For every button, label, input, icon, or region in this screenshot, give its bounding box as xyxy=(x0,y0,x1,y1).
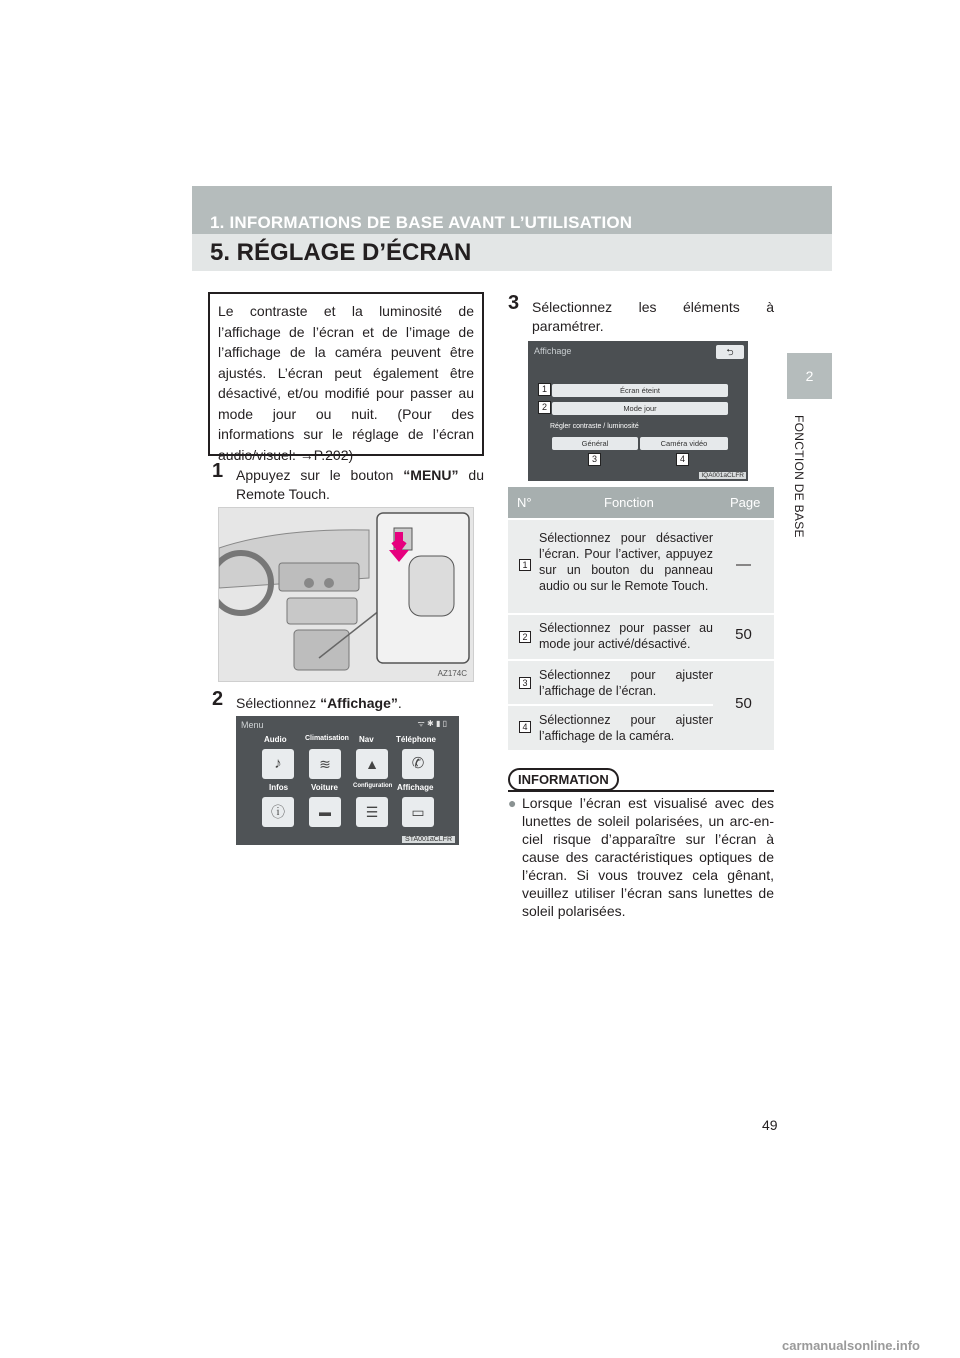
watermark: carmanualsonline.info xyxy=(782,1338,920,1353)
status-icons: ᯤ ✱ ▮ ▯ xyxy=(417,719,447,728)
section-header xyxy=(192,186,832,234)
callout-2: 2 xyxy=(538,401,551,414)
row-page: — xyxy=(736,556,751,573)
callout-4: 4 xyxy=(676,453,689,466)
menu-icon-infos[interactable]: ⓘ xyxy=(262,797,294,827)
col-fonction: Fonction xyxy=(604,495,654,510)
step-number: 1 xyxy=(212,460,224,482)
screen-title: Affichage xyxy=(534,346,572,356)
step-number: 3 xyxy=(508,292,520,314)
chapter-tab-label: FONCTION DE BASE xyxy=(792,415,806,538)
row-number: 3 xyxy=(519,677,531,689)
row-page: 50 xyxy=(735,695,752,712)
step-3 xyxy=(508,292,774,336)
callout-3: 3 xyxy=(588,453,601,466)
function-table xyxy=(508,487,774,750)
screen-option-4[interactable]: Caméra vidéo xyxy=(640,437,728,450)
row-number: 4 xyxy=(519,721,531,733)
information-text: Lorsque l’écran est visualisé avec des lunettes de soleil polarisées, un arc-en-ciel risque d’apparaître sur l’écran à cause des caractéristiques optiques de l’écran. Si vous trouvez cela gênant, veuillez utiliser l’écran sans lunettes de soleil polarisées. xyxy=(522,795,774,919)
table-row xyxy=(508,520,774,613)
table-header xyxy=(508,487,774,518)
table-row xyxy=(508,615,774,659)
screen-section-label: Régler contraste / luminosité xyxy=(550,423,639,430)
menu-icon-configuration[interactable]: ☰ xyxy=(356,797,388,827)
information-note xyxy=(508,794,774,920)
step-text: Sélectionnez les éléments à paramétrer. xyxy=(532,299,774,334)
table-row-group xyxy=(508,661,774,750)
col-num: N° xyxy=(517,495,532,510)
step-text: Sélectionnez “Affichage”. xyxy=(236,695,402,711)
menu-icon-nav[interactable]: ▲ xyxy=(356,749,388,779)
figure-code: AZ174C xyxy=(437,669,467,678)
col-page: Page xyxy=(730,495,761,510)
affichage-screen-figure xyxy=(528,341,748,481)
step-2 xyxy=(212,688,484,713)
screen-option-3[interactable]: Général xyxy=(552,437,638,450)
step-1 xyxy=(212,460,484,504)
figure-code: STA001aCLFR xyxy=(402,836,455,843)
menu-icon-climatisation[interactable]: ≋ xyxy=(309,749,341,779)
menu-screen-figure: Menu ᯤ ✱ ▮ ▯ Audio Climatisation Nav Téléphone ♪ ≋ ▲ ✆ Infos Voiture Configuration Affichage ⓘ ▬ ☰ ▭ STA001aCLFR xyxy=(236,716,459,845)
bullet-icon: ● xyxy=(508,795,517,811)
chapter-title: 5. RÉGLAGE D’ÉCRAN xyxy=(210,239,472,266)
chapter-header xyxy=(192,234,832,271)
row-number: 1 xyxy=(519,559,531,571)
menu-title: Menu xyxy=(241,720,264,730)
information-label: INFORMATION xyxy=(508,768,619,791)
menu-icon-telephone[interactable]: ✆ xyxy=(402,749,434,779)
figure-code: IQA001aCLFR xyxy=(701,472,744,479)
page-number: 49 xyxy=(762,1117,778,1133)
row-desc: Sélectionnez pour désactiver l’écran. Pour l’activer, appuyez sur un bouton du panneau audio ou sur le Remote Touch. xyxy=(539,531,713,593)
row-desc: Sélectionnez pour ajuster l’affichage de l’écran. xyxy=(539,668,713,698)
remote-touch-figure xyxy=(218,507,474,682)
row-desc: Sélectionnez pour passer au mode jour activé/désactivé. xyxy=(539,621,713,651)
row-number: 2 xyxy=(519,631,531,643)
menu-icon-affichage[interactable]: ▭ xyxy=(402,797,434,827)
menu-icon-audio[interactable]: ♪ xyxy=(262,749,294,779)
section-title: 1. INFORMATIONS DE BASE AVANT L’UTILISATION xyxy=(210,213,633,232)
back-button[interactable]: ⮌ xyxy=(716,345,744,359)
intro-box: Le contraste et la luminosité de l’affichage de l’écran et de l’image de l’affichage de la caméra peuvent être ajustés. L’écran peut également être désactivé, et/ou modifié pour passer au mode jour ou nuit. (Pour des informations sur le réglage de l’écran audio/visuel: →P.202) xyxy=(208,292,484,456)
menu-icon-voiture[interactable]: ▬ xyxy=(309,797,341,827)
row-divider xyxy=(508,704,713,706)
row-page: 50 xyxy=(735,626,752,643)
information-rule xyxy=(508,790,774,792)
screen-option-2[interactable]: Mode jour xyxy=(552,402,728,415)
step-text: Appuyez sur le bouton “MENU” du Remote Touch. xyxy=(236,467,484,502)
step-number: 2 xyxy=(212,688,224,710)
callout-1: 1 xyxy=(538,383,551,396)
chapter-tab-number: 2 xyxy=(787,353,832,399)
screen-option-1[interactable]: Écran éteint xyxy=(552,384,728,397)
row-desc: Sélectionnez pour ajuster l’affichage de la caméra. xyxy=(539,713,713,743)
